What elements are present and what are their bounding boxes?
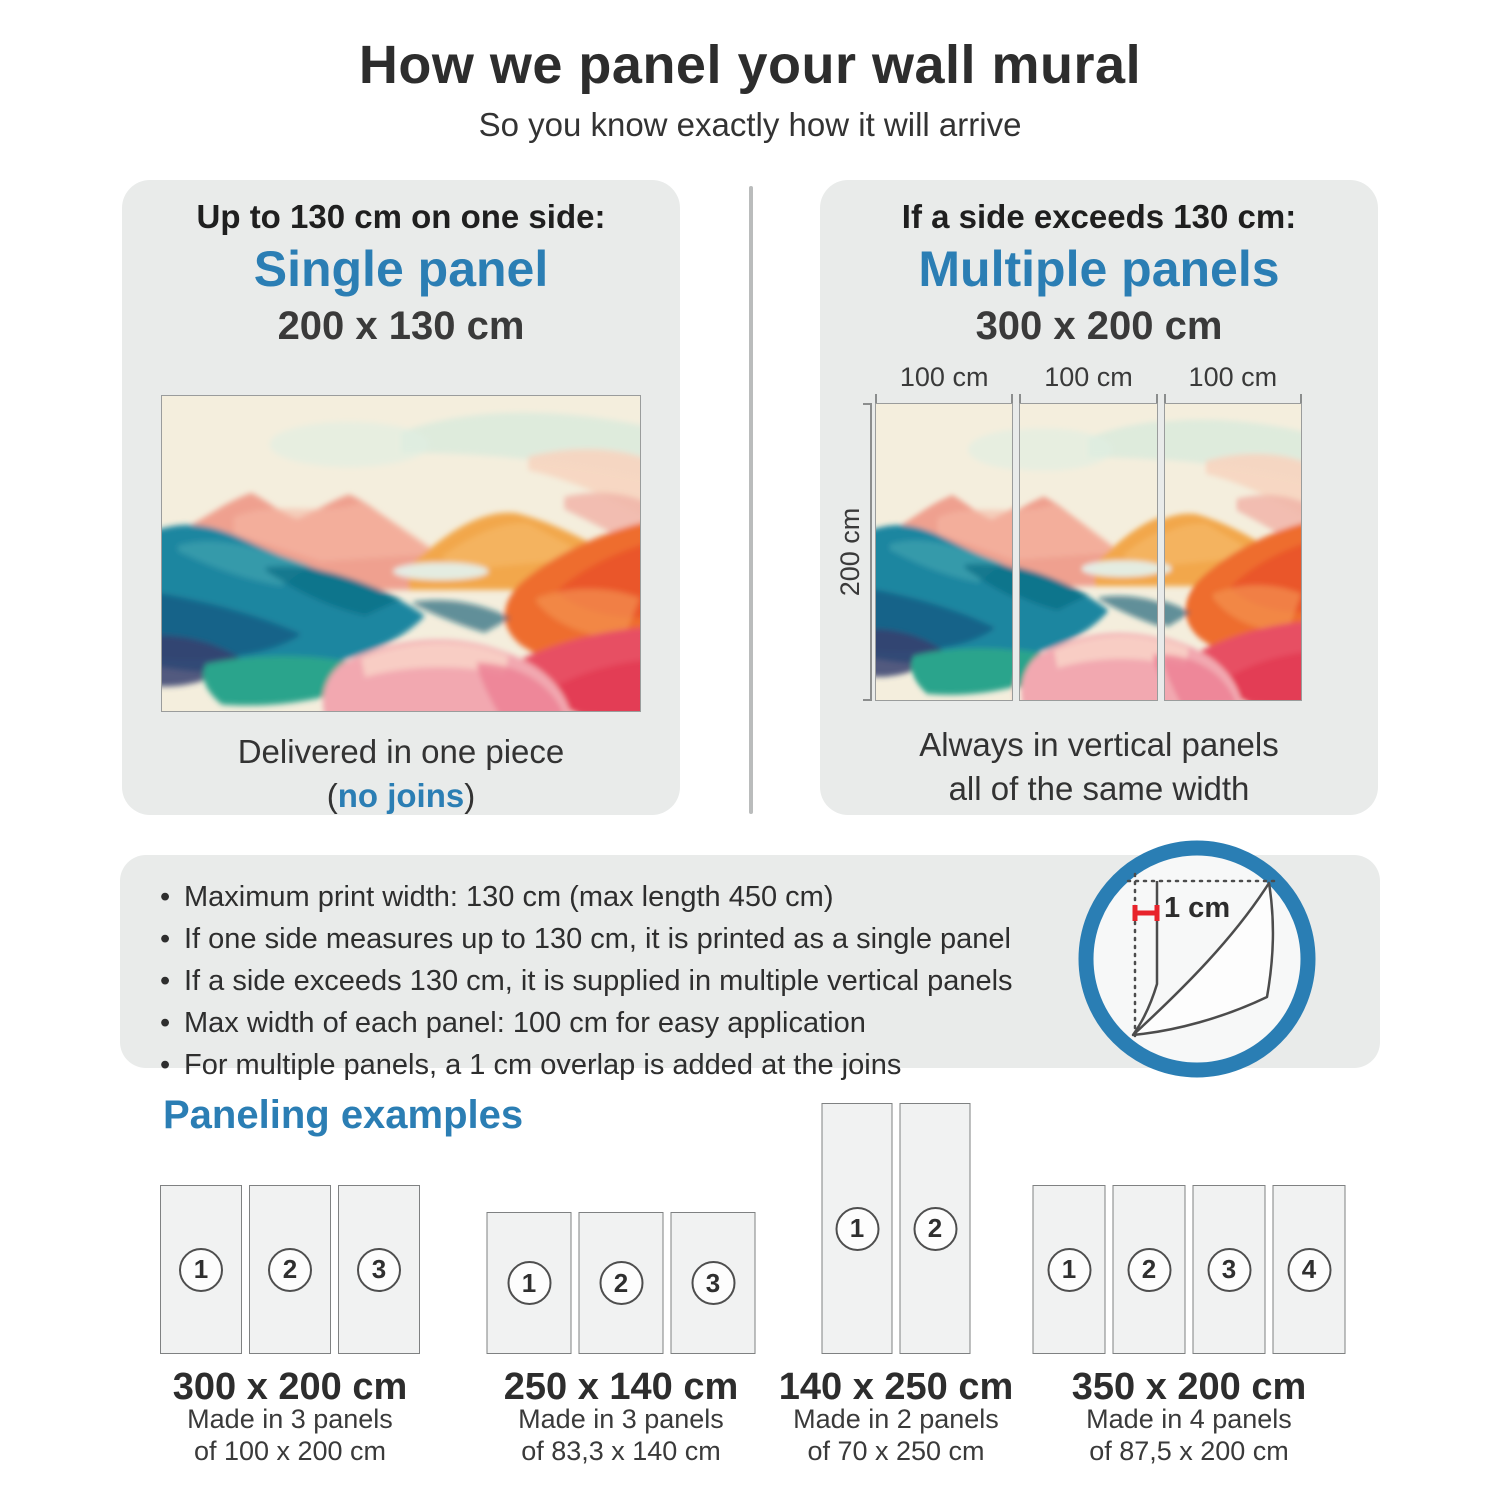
overlap-label: 1 cm (1164, 892, 1231, 924)
example-group-250x140 (466, 1100, 776, 1490)
example-panel (1193, 1185, 1266, 1354)
multi-card-condition: If a side exceeds 130 cm: (901, 198, 1297, 235)
example-panel (579, 1212, 664, 1354)
page-title: How we panel your wall mural (358, 35, 1142, 95)
panel-number-badge: 1 (179, 1248, 223, 1292)
example-group-140x250 (741, 1100, 1051, 1490)
panel-number-badge: 3 (691, 1261, 735, 1305)
example-detail: of 100 x 200 cm (193, 1436, 387, 1466)
example-panel (900, 1103, 971, 1354)
page-curl-icon (1074, 836, 1320, 1082)
width-ruler (875, 362, 1302, 405)
width-ruler-segment (875, 362, 1013, 405)
bullet-item: • If one side measures up to 130 cm, it is printed as a single panel (158, 918, 1120, 960)
single-card-condition: Up to 130 cm on one side: (196, 198, 606, 235)
example-diagram (822, 1103, 971, 1354)
height-ruler-label: 200 cm (834, 507, 865, 597)
example-size: 350 x 200 cm (1071, 1366, 1307, 1408)
panel-number-badge: 1 (835, 1207, 879, 1251)
example-detail: Made in 4 panels (1086, 1404, 1292, 1434)
multi-card-caption (820, 723, 1378, 811)
single-panel-card (122, 180, 680, 815)
width-ruler-segment (1164, 362, 1302, 405)
example-panel (338, 1185, 420, 1354)
width-ruler-label: 100 cm (1044, 362, 1133, 392)
overlap-icon (1074, 836, 1320, 1082)
example-diagram (487, 1212, 756, 1354)
panel-number-badge: 2 (1127, 1248, 1171, 1292)
example-panel (487, 1212, 572, 1354)
example-diagram (160, 1185, 420, 1354)
example-group-350x200 (1034, 1100, 1344, 1490)
example-detail: Made in 2 panels (793, 1404, 999, 1434)
example-size: 250 x 140 cm (503, 1366, 739, 1408)
example-panel (1033, 1185, 1106, 1354)
example-detail: of 83,3 x 140 cm (521, 1436, 721, 1466)
example-detail: of 87,5 x 200 cm (1089, 1436, 1289, 1466)
panel-number-badge: 4 (1287, 1248, 1331, 1292)
caption-line: all of the same width (948, 770, 1250, 807)
mural-panel-3 (1164, 403, 1302, 701)
card-divider (749, 186, 753, 814)
example-panel (160, 1185, 242, 1354)
single-card-caption (122, 730, 680, 818)
watercolor-mural-slice (1020, 404, 1156, 700)
bullet-item: • Maximum print width: 130 cm (max length 450 cm) (158, 876, 1120, 918)
single-card-title: Single panel (253, 241, 549, 297)
example-diagram (1033, 1185, 1346, 1354)
panel-number-badge: 1 (1047, 1248, 1091, 1292)
panel-number-badge: 2 (913, 1207, 957, 1251)
page-subtitle: So you know exactly how it will arrive (478, 106, 1022, 143)
watercolor-mural-slice (1165, 404, 1301, 700)
caption-paren-close: ) (464, 777, 476, 814)
multi-card-title: Multiple panels (918, 241, 1280, 297)
panel-number-badge: 2 (268, 1248, 312, 1292)
width-ruler-label: 100 cm (1188, 362, 1278, 392)
height-ruler-bracket (863, 403, 872, 701)
example-group-300x200 (135, 1100, 445, 1490)
single-card-size: 200 x 130 cm (277, 304, 525, 348)
caption-highlight: no joins (337, 777, 465, 814)
example-detail: Made in 3 panels (518, 1404, 724, 1434)
bullet-item: • Max width of each panel: 100 cm for easy application (158, 1002, 1120, 1044)
caption-paren-open: ( (326, 777, 338, 814)
examples-heading: Paneling examples (163, 1093, 524, 1137)
width-ruler-segment (1019, 362, 1157, 405)
multiple-panels-card (820, 180, 1378, 815)
example-detail: of 70 x 250 cm (807, 1436, 985, 1466)
mural-image-single (161, 395, 641, 712)
caption-line: Always in vertical panels (919, 726, 1279, 763)
panel-number-badge: 2 (599, 1261, 643, 1305)
header (0, 34, 1500, 144)
example-panel (822, 1103, 893, 1354)
bullet-item: • For multiple panels, a 1 cm overlap is added at the joins (158, 1044, 1120, 1086)
panel-number-badge: 3 (357, 1248, 401, 1292)
mural-image-panelled (875, 403, 1302, 701)
caption-line: Delivered in one piece (237, 733, 565, 770)
mural-panel-1 (875, 403, 1013, 701)
example-panel (1113, 1185, 1186, 1354)
panel-number-badge: 3 (1207, 1248, 1251, 1292)
height-ruler (832, 403, 872, 701)
watercolor-mural-art (162, 396, 640, 711)
mural-panel-2 (1019, 403, 1157, 701)
example-size: 300 x 200 cm (172, 1366, 408, 1408)
example-panel (249, 1185, 331, 1354)
watercolor-mural-slice (876, 404, 1012, 700)
panel-number-badge: 1 (507, 1261, 551, 1305)
example-panel (1273, 1185, 1346, 1354)
multi-card-size: 300 x 200 cm (975, 304, 1223, 348)
example-detail: Made in 3 panels (187, 1404, 393, 1434)
bullet-item: • If a side exceeds 130 cm, it is supplied in multiple vertical panels (158, 960, 1120, 1002)
example-size: 140 x 250 cm (778, 1366, 1014, 1408)
width-ruler-label: 100 cm (899, 362, 989, 392)
